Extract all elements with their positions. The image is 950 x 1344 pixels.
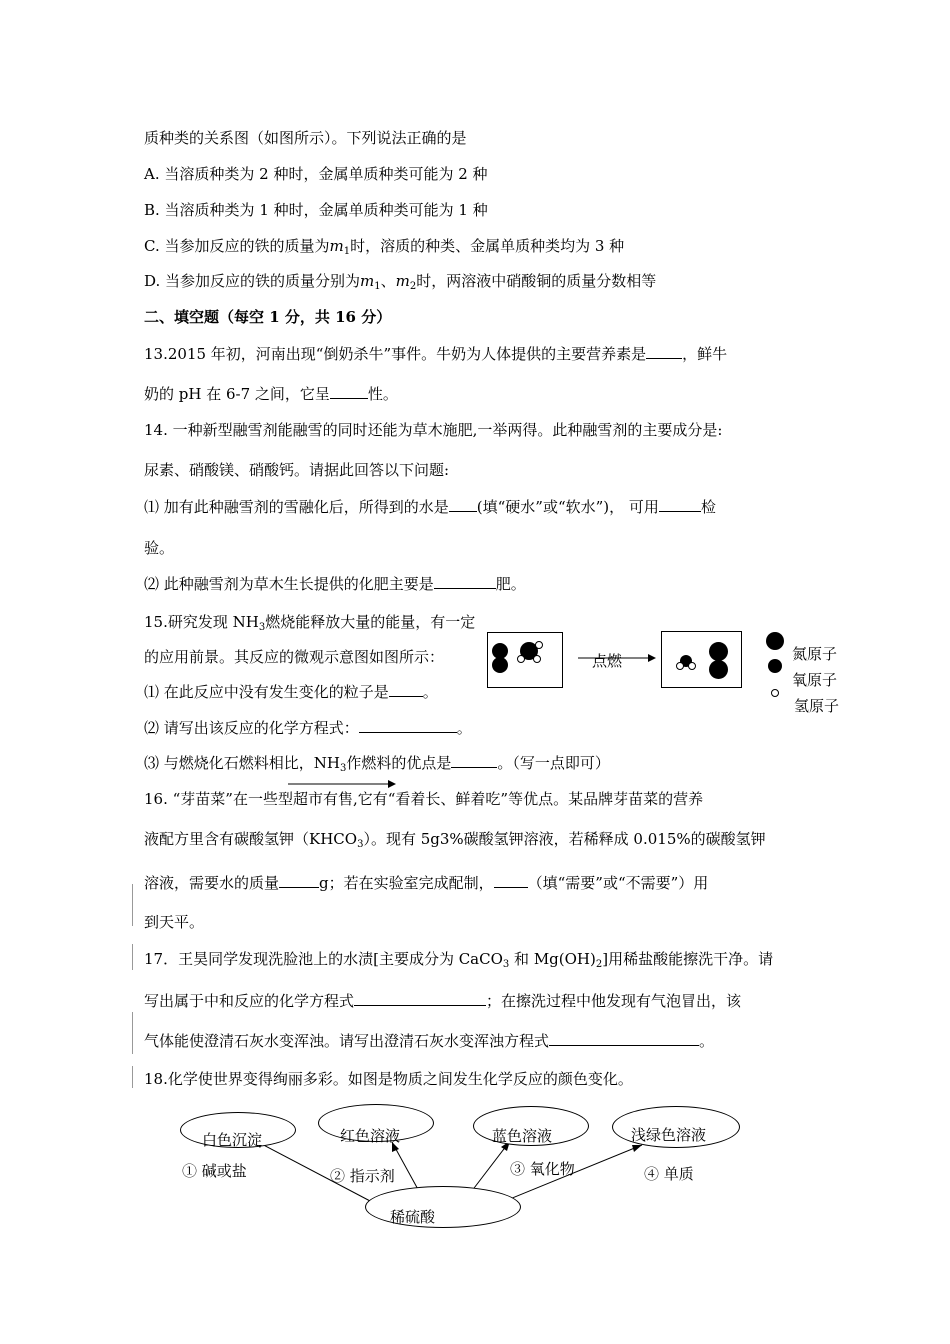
var: m (360, 272, 375, 290)
var: m (395, 272, 410, 290)
text: 肥。 (495, 575, 526, 593)
node-dilute-sulfuric-acid (365, 1186, 521, 1228)
q14-line1: 14. 一种新型融雪剂能融雪的同时还能为草木施肥,一举两得。此种融雪剂的主要成分是: (144, 421, 723, 439)
sub: 3 (502, 959, 510, 970)
text: 17．王昊同学发现洗脸池上的水渍[主要成分为 CaCO (144, 950, 503, 968)
legend-oxygen-label: 氧原子 (792, 671, 838, 689)
text: 液配方里含有碳酸氢钾（KHCO (144, 830, 358, 848)
text: (填“硬水”或“软水”)， 可用 (476, 498, 659, 516)
text: ⑵ 请写出该反应的化学方程式： (144, 719, 359, 737)
text: 和 Mg(OH) (509, 950, 596, 968)
legend-hydrogen-label: 氢原子 (794, 697, 840, 715)
sub: 1 (374, 281, 381, 292)
text: 时，溶质的种类、金属单质种类均为 3 种 (350, 237, 625, 255)
text: ⑶ 与燃烧化石燃料相比，NH (144, 754, 340, 772)
option-b: B. 当溶质种类为 1 种时，金属单质种类可能为 1 种 (144, 201, 488, 219)
text: 。 (456, 719, 472, 737)
edge-label: ① 碱或盐 (182, 1162, 247, 1180)
q18-line: 18.化学使世界变得绚丽多彩。如图是物质之间发生化学反应的颜色变化。 (144, 1070, 633, 1088)
q16-line4: 到天平。 (144, 913, 205, 931)
text: 写出属于中和反应的化学方程式 (144, 992, 355, 1010)
node-label: 蓝色溶液 (492, 1127, 553, 1145)
text: 性。 (367, 385, 398, 403)
text: ；在擦洗过程中他发现有气泡冒出，该 (486, 992, 742, 1010)
text: 。 (699, 1032, 715, 1050)
q14-line2: 尿素、硝酸镁、硝酸钙。请据此回答以下问题: (144, 461, 450, 479)
text: ，鲜牛 (682, 345, 728, 363)
text: 检 (700, 498, 716, 516)
text: 。 (422, 683, 438, 701)
sub: 2 (409, 281, 417, 292)
text: ⑴ 加有此种融雪剂的雪融化后，所得到的水是 (144, 498, 449, 516)
text: 13.2015 年初，河南出现“倒奶杀牛”事件。牛奶为人体提供的主要营养素是 (144, 345, 647, 363)
edge-label: ④ 单质 (644, 1165, 694, 1183)
text: ）。现有 5g3%碳酸氢钾溶液，若稀释成 0.015%的碳酸氢钾 (363, 830, 766, 848)
legend-nitrogen-label: 氮原子 (792, 645, 838, 663)
text: 时，两溶液中硝酸铜的质量分数相等 (416, 272, 657, 290)
node-label: 浅绿色溶液 (631, 1126, 707, 1144)
var: m (329, 237, 344, 255)
text: ⑵ 此种融雪剂为草木生长提供的化肥主要是 (144, 575, 434, 593)
text: ⑴ 在此反应中没有发生变化的粒子是 (144, 683, 389, 701)
sub: 2 (595, 959, 603, 970)
sub: 3 (357, 839, 364, 850)
text: g；若在实验室完成配制， (319, 874, 494, 892)
q16-line1: 16. “芽苗菜”在一些型超市有售,它有“看着长、鲜着吃”等优点。某品牌芽苗菜的营养 (144, 790, 704, 808)
text: 。（写一点即可） (497, 754, 610, 772)
text: 15.研究发现 NH (144, 613, 259, 631)
center-label: 稀硫酸 (390, 1208, 436, 1226)
text: D. 当参加反应的铁的质量分别为 (144, 272, 361, 290)
text: 、 (380, 272, 396, 290)
text: 溶液，需要水的质量 (144, 874, 280, 892)
sub: 1 (343, 246, 351, 257)
edge-label: ② 指示剂 (330, 1167, 395, 1185)
q14-line4: 验。 (144, 539, 175, 557)
edge-label: ③ 氧化物 (510, 1160, 575, 1178)
text: ]用稀盐酸能擦洗干净。请 (602, 950, 774, 968)
question-stem: 质种类的关系图（如图所示）。下列说法正确的是 (144, 129, 467, 147)
arrow-label: 点燃 (592, 652, 623, 670)
section-heading: 二、填空题（每空 1 分，共 16 分） (144, 308, 392, 326)
option-a: A. 当溶质种类为 2 种时，金属单质种类可能为 2 种 (144, 165, 488, 183)
node-label: 白色沉淀 (202, 1131, 263, 1149)
text: 作燃料的优点是 (346, 754, 452, 772)
node-label: 红色溶液 (340, 1127, 401, 1145)
sub: 3 (339, 763, 347, 774)
sub: 3 (258, 622, 266, 633)
q15-line2: 的应用前景。其反应的微观示意图如图所示： (144, 648, 445, 666)
text: 气体能使澄清石灰水变浑浊。请写出澄清石灰水变浑浊方程式 (144, 1032, 550, 1050)
text: （填“需要”或“不需要”）用 (527, 874, 709, 892)
text: 燃烧能释放大量的能量，有一定 (265, 613, 476, 631)
text: C. 当参加反应的铁的质量为 (144, 237, 330, 255)
text: 奶的 pH 在 6-7 之间，它呈 (144, 385, 330, 403)
